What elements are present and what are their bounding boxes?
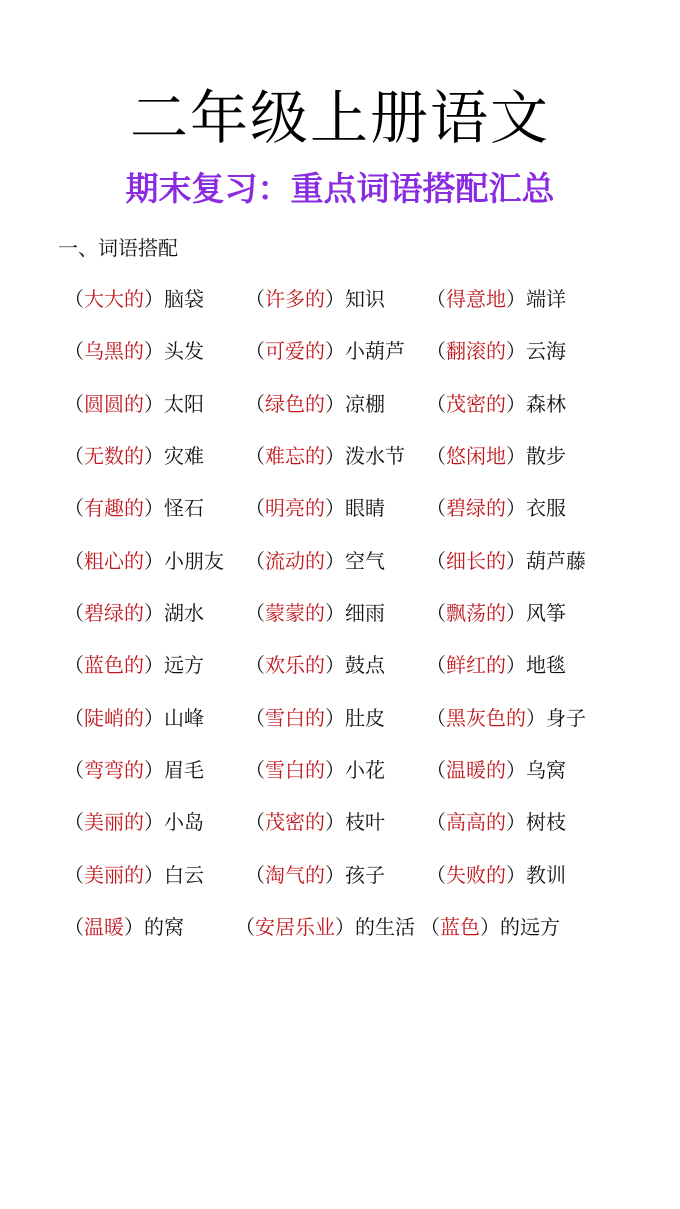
modifier-word: 可爱的 xyxy=(265,339,325,363)
modifier-word: 高高的 xyxy=(446,810,506,834)
word-pair-row xyxy=(0,283,680,315)
close-paren: ） xyxy=(325,810,345,834)
close-paren: ） xyxy=(325,339,345,363)
modifier-word: 流动的 xyxy=(265,549,325,573)
close-paren: ） xyxy=(144,653,164,677)
close-paren: ） xyxy=(144,601,164,625)
modifier-word: 雪白的 xyxy=(265,758,325,782)
close-paren: ） xyxy=(506,758,526,782)
modifier-word: 淘气的 xyxy=(265,863,325,887)
close-paren: ） xyxy=(144,706,164,730)
close-paren: ） xyxy=(144,444,164,468)
open-paren: （ xyxy=(64,392,84,416)
modifier-word: 乌黑的 xyxy=(84,339,144,363)
close-paren: ） xyxy=(144,339,164,363)
word-pair xyxy=(245,597,385,629)
modifier-word: 失败的 xyxy=(446,863,506,887)
word-pair xyxy=(426,597,566,629)
word-pair xyxy=(426,335,566,367)
modifier-word: 温暖的 xyxy=(446,758,506,782)
open-paren: （ xyxy=(245,392,265,416)
noun-word: 散步 xyxy=(526,444,566,468)
word-pair xyxy=(64,911,184,943)
word-pair-row xyxy=(0,859,680,891)
word-pair xyxy=(245,806,385,838)
word-pair xyxy=(245,649,385,681)
noun-word: 眉毛 xyxy=(164,758,204,782)
open-paren: （ xyxy=(245,810,265,834)
word-pair xyxy=(64,492,204,524)
word-pair xyxy=(64,388,204,420)
word-pair-row xyxy=(0,545,680,577)
noun-word: 空气 xyxy=(345,549,385,573)
noun-word: 衣服 xyxy=(526,496,566,520)
modifier-word: 欢乐的 xyxy=(265,653,325,677)
noun-word: 鼓点 xyxy=(345,653,385,677)
close-paren: ） xyxy=(325,758,345,782)
word-pair-row xyxy=(0,649,680,681)
close-paren: ） xyxy=(124,915,144,939)
word-pair-row xyxy=(0,597,680,629)
open-paren: （ xyxy=(245,706,265,730)
open-paren: （ xyxy=(426,706,446,730)
noun-word: 怪石 xyxy=(164,496,204,520)
open-paren: （ xyxy=(245,653,265,677)
word-pair xyxy=(245,388,385,420)
noun-word: 身子 xyxy=(546,706,586,730)
modifier-word: 黑灰色的 xyxy=(446,706,526,730)
modifier-word: 陡峭的 xyxy=(84,706,144,730)
noun-word: 眼睛 xyxy=(345,496,385,520)
word-pair-row xyxy=(0,492,680,524)
word-pair xyxy=(64,754,204,786)
word-pair xyxy=(426,440,566,472)
open-paren: （ xyxy=(64,444,84,468)
modifier-word: 绿色的 xyxy=(265,392,325,416)
modifier-word: 蒙蒙的 xyxy=(265,601,325,625)
noun-word: 葫芦藤 xyxy=(526,549,586,573)
word-pair xyxy=(235,911,415,943)
modifier-word: 得意地 xyxy=(446,287,506,311)
close-paren: ） xyxy=(506,496,526,520)
open-paren: （ xyxy=(426,601,446,625)
open-paren: （ xyxy=(245,758,265,782)
word-pair xyxy=(245,492,385,524)
noun-word: 端详 xyxy=(526,287,566,311)
close-paren: ） xyxy=(325,287,345,311)
word-pair xyxy=(64,283,204,315)
open-paren: （ xyxy=(64,706,84,730)
noun-word: 山峰 xyxy=(164,706,204,730)
open-paren: （ xyxy=(64,287,84,311)
word-pair-row xyxy=(0,806,680,838)
noun-word: 凉棚 xyxy=(345,392,385,416)
open-paren: （ xyxy=(426,339,446,363)
open-paren: （ xyxy=(426,549,446,573)
word-pair xyxy=(426,545,586,577)
close-paren: ） xyxy=(325,653,345,677)
open-paren: （ xyxy=(245,549,265,573)
word-pair xyxy=(64,806,204,838)
modifier-word: 无数的 xyxy=(84,444,144,468)
modifier-word: 温暖 xyxy=(84,915,124,939)
modifier-word: 碧绿的 xyxy=(446,496,506,520)
noun-word: 头发 xyxy=(164,339,204,363)
noun-word: 知识 xyxy=(345,287,385,311)
close-paren: ） xyxy=(144,549,164,573)
modifier-word: 安居乐业 xyxy=(255,915,335,939)
word-pair-row xyxy=(0,388,680,420)
open-paren: （ xyxy=(64,601,84,625)
close-paren: ） xyxy=(335,915,355,939)
modifier-word: 碧绿的 xyxy=(84,601,144,625)
close-paren: ） xyxy=(506,863,526,887)
open-paren: （ xyxy=(245,601,265,625)
modifier-word: 粗心的 xyxy=(84,549,144,573)
word-pair xyxy=(64,335,204,367)
noun-word: 肚皮 xyxy=(345,706,385,730)
close-paren: ） xyxy=(144,287,164,311)
word-pair xyxy=(426,649,566,681)
open-paren: （ xyxy=(245,496,265,520)
close-paren: ） xyxy=(325,496,345,520)
open-paren: （ xyxy=(245,339,265,363)
modifier-word: 细长的 xyxy=(446,549,506,573)
open-paren: （ xyxy=(64,549,84,573)
close-paren: ） xyxy=(325,706,345,730)
close-paren: ） xyxy=(506,444,526,468)
modifier-word: 难忘的 xyxy=(265,444,325,468)
page-title: 二年级上册语文 xyxy=(129,84,550,152)
close-paren: ） xyxy=(506,392,526,416)
noun-word: 白云 xyxy=(164,863,204,887)
word-pair xyxy=(426,492,566,524)
noun-word: 的远方 xyxy=(500,915,560,939)
modifier-word: 美丽的 xyxy=(84,810,144,834)
close-paren: ） xyxy=(506,653,526,677)
open-paren: （ xyxy=(426,392,446,416)
close-paren: ） xyxy=(325,392,345,416)
modifier-word: 蓝色 xyxy=(440,915,480,939)
noun-word: 小葫芦 xyxy=(345,339,405,363)
close-paren: ） xyxy=(144,392,164,416)
close-paren: ） xyxy=(144,758,164,782)
open-paren: （ xyxy=(426,444,446,468)
close-paren: ） xyxy=(144,810,164,834)
close-paren: ） xyxy=(144,496,164,520)
modifier-word: 弯弯的 xyxy=(84,758,144,782)
open-paren: （ xyxy=(245,287,265,311)
modifier-word: 明亮的 xyxy=(265,496,325,520)
modifier-word: 美丽的 xyxy=(84,863,144,887)
word-pair xyxy=(64,545,224,577)
word-pair xyxy=(245,859,385,891)
open-paren: （ xyxy=(426,653,446,677)
noun-word: 太阳 xyxy=(164,392,204,416)
close-paren: ） xyxy=(480,915,500,939)
modifier-word: 圆圆的 xyxy=(84,392,144,416)
close-paren: ） xyxy=(144,863,164,887)
modifier-word: 鲜红的 xyxy=(446,653,506,677)
close-paren: ） xyxy=(325,863,345,887)
word-pair xyxy=(426,702,586,734)
word-pair-row xyxy=(0,335,680,367)
close-paren: ） xyxy=(325,444,345,468)
close-paren: ） xyxy=(506,339,526,363)
noun-word: 孩子 xyxy=(345,863,385,887)
open-paren: （ xyxy=(64,496,84,520)
word-pair xyxy=(64,597,204,629)
noun-word: 云海 xyxy=(526,339,566,363)
word-pair-row xyxy=(0,754,680,786)
open-paren: （ xyxy=(426,758,446,782)
open-paren: （ xyxy=(64,810,84,834)
noun-word: 地毯 xyxy=(526,653,566,677)
word-pair-row xyxy=(0,702,680,734)
word-pair xyxy=(64,440,204,472)
open-paren: （ xyxy=(64,653,84,677)
word-pair xyxy=(64,649,204,681)
word-pair-row-last xyxy=(0,911,680,943)
open-paren: （ xyxy=(64,339,84,363)
noun-word: 风筝 xyxy=(526,601,566,625)
modifier-word: 茂密的 xyxy=(446,392,506,416)
word-pair xyxy=(245,754,385,786)
word-pair xyxy=(426,388,566,420)
close-paren: ） xyxy=(506,810,526,834)
noun-word: 远方 xyxy=(164,653,204,677)
modifier-word: 翻滚的 xyxy=(446,339,506,363)
modifier-word: 悠闲地 xyxy=(446,444,506,468)
noun-word: 泼水节 xyxy=(345,444,405,468)
noun-word: 湖水 xyxy=(164,601,204,625)
word-pair xyxy=(245,335,405,367)
open-paren: （ xyxy=(235,915,255,939)
close-paren: ） xyxy=(325,601,345,625)
close-paren: ） xyxy=(325,549,345,573)
word-pair xyxy=(64,859,204,891)
word-pair xyxy=(426,806,566,838)
section-heading: 一、词语搭配 xyxy=(58,236,178,260)
open-paren: （ xyxy=(426,863,446,887)
noun-word: 树枝 xyxy=(526,810,566,834)
word-pair xyxy=(245,702,385,734)
noun-word: 枝叶 xyxy=(345,810,385,834)
open-paren: （ xyxy=(245,444,265,468)
open-paren: （ xyxy=(426,496,446,520)
word-pair xyxy=(426,859,566,891)
word-pair xyxy=(426,283,566,315)
noun-word: 森林 xyxy=(526,392,566,416)
open-paren: （ xyxy=(245,863,265,887)
noun-word: 灾难 xyxy=(164,444,204,468)
modifier-word: 许多的 xyxy=(265,287,325,311)
close-paren: ） xyxy=(506,549,526,573)
open-paren: （ xyxy=(64,915,84,939)
noun-word: 小朋友 xyxy=(164,549,224,573)
word-pair xyxy=(245,283,385,315)
word-pair xyxy=(245,440,405,472)
page-subtitle: 期末复习：重点词语搭配汇总 xyxy=(125,169,555,208)
noun-word: 的生活 xyxy=(355,915,415,939)
modifier-word: 蓝色的 xyxy=(84,653,144,677)
noun-word: 脑袋 xyxy=(164,287,204,311)
modifier-word: 雪白的 xyxy=(265,706,325,730)
close-paren: ） xyxy=(526,706,546,730)
noun-word: 小岛 xyxy=(164,810,204,834)
modifier-word: 茂密的 xyxy=(265,810,325,834)
close-paren: ） xyxy=(506,287,526,311)
modifier-word: 有趣的 xyxy=(84,496,144,520)
noun-word: 教训 xyxy=(526,863,566,887)
noun-word: 小花 xyxy=(345,758,385,782)
open-paren: （ xyxy=(64,758,84,782)
word-pair-row xyxy=(0,440,680,472)
modifier-word: 大大的 xyxy=(84,287,144,311)
close-paren: ） xyxy=(506,601,526,625)
noun-word: 细雨 xyxy=(345,601,385,625)
noun-word: 的窝 xyxy=(144,915,184,939)
open-paren: （ xyxy=(426,810,446,834)
word-pair xyxy=(245,545,385,577)
open-paren: （ xyxy=(420,915,440,939)
open-paren: （ xyxy=(64,863,84,887)
modifier-word: 飘荡的 xyxy=(446,601,506,625)
word-pair xyxy=(426,754,566,786)
open-paren: （ xyxy=(426,287,446,311)
word-pair xyxy=(64,702,204,734)
noun-word: 乌窝 xyxy=(526,758,566,782)
word-pair xyxy=(420,911,560,943)
